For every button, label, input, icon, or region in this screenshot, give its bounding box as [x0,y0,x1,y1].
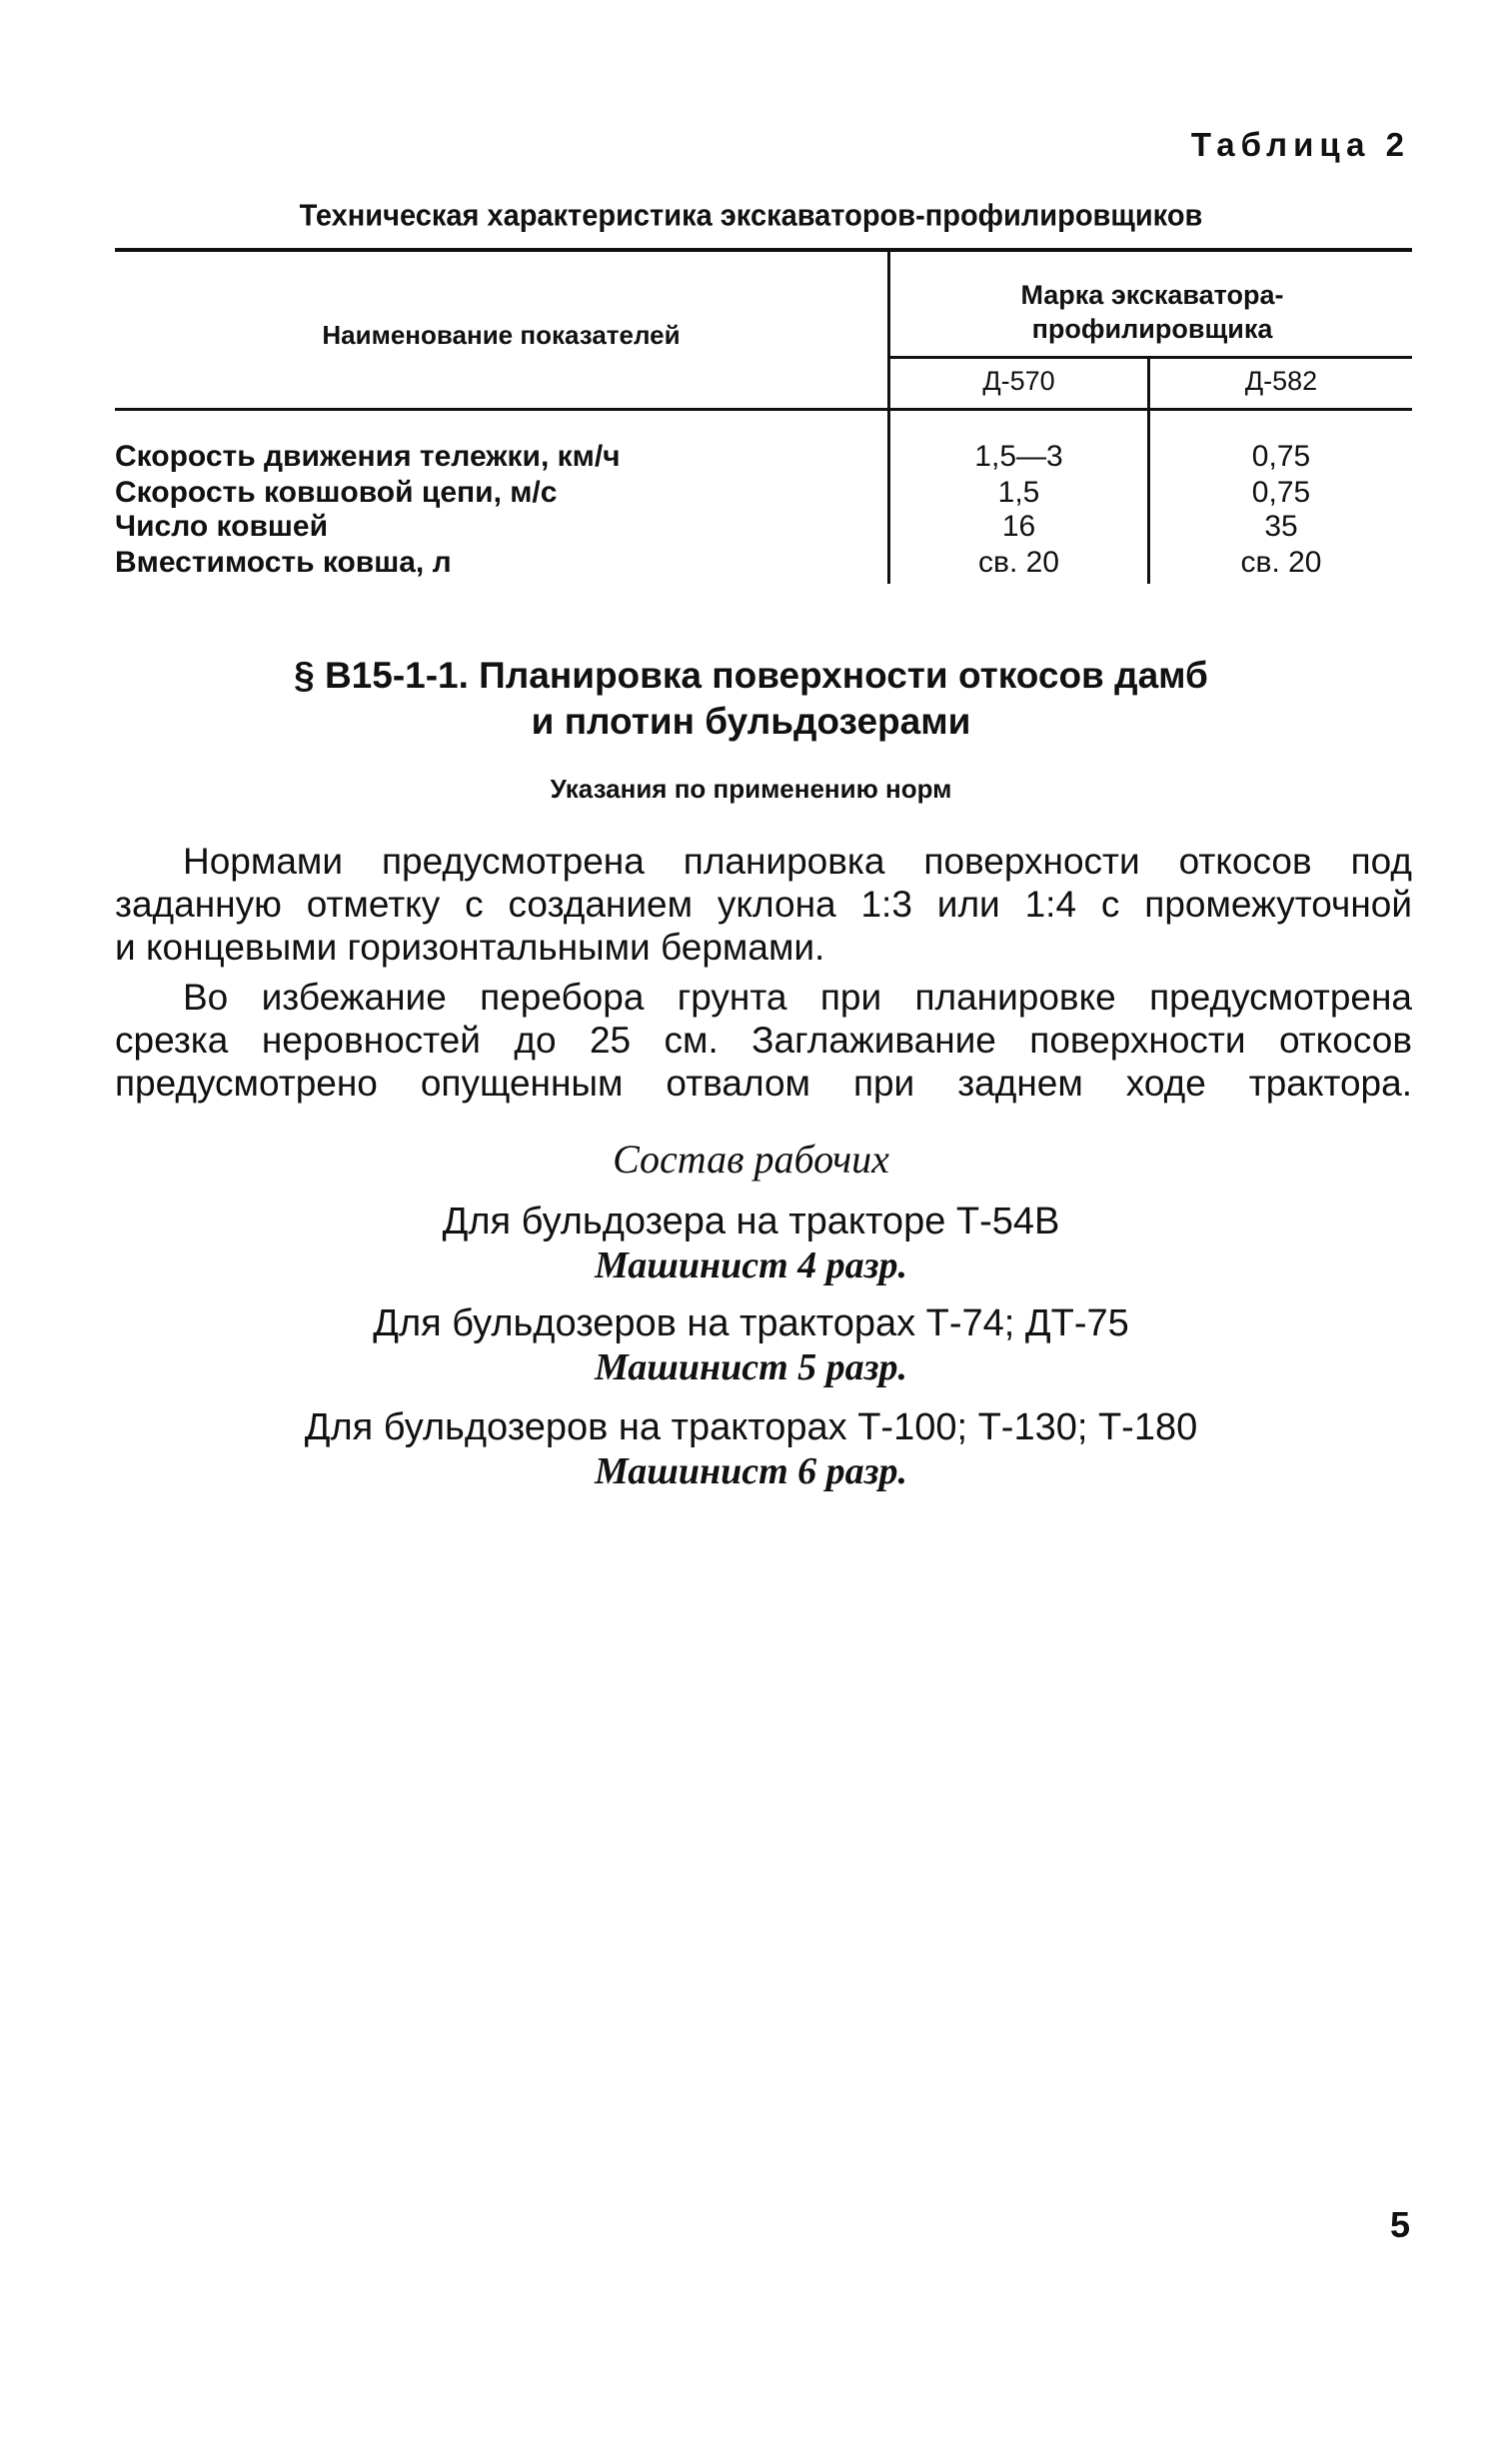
paragraph-line: Нормами предусмотрена планировка поверхности откосов под [183,841,1412,882]
page-number: 5 [1389,2204,1410,2245]
cell-d582: 0,75 [1251,476,1311,509]
row-name: Вместимость ковша, л [115,546,452,579]
row-name: Число ковшей [115,510,329,543]
brand-header-line1: Марка экскаватора- [1020,280,1284,310]
paragraph-line: заданную отметку с созданием уклона 1:3 или 1:4 с промежуточной [115,884,1412,925]
model-header-d582: Д-582 [1244,366,1318,396]
paragraph-line: предусмотрено опущенным отвалом при заднем ходе трактора. [115,1063,1412,1104]
crew-equipment: Для бульдозера на тракторе Т-54В [442,1201,1060,1242]
row-name: Скорость ковшовой цепи, м/с [115,476,558,509]
cell-d582: 35 [1264,510,1298,543]
cell-d570: св. 20 [978,546,1059,579]
model-header-d570: Д-570 [982,366,1055,396]
paragraph-line: срезка неровностей до 25 см. Заглаживание поверхности откосов [115,1020,1412,1061]
cell-d570: 1,5 [997,476,1040,509]
crew-worker: Машинист 5 разр. [594,1346,908,1388]
brand-header [892,278,1412,346]
cell-d582: 0,75 [1251,440,1311,473]
brand-header-line2: профилировщика [1031,314,1273,344]
crew-equipment: Для бульдозеров на тракторах Т-100; Т-130; Т-180 [304,1406,1198,1448]
crew-worker: Машинист 4 разр. [594,1244,908,1286]
cell-d582: св. 20 [1240,546,1322,579]
crew-worker: Машинист 6 разр. [594,1450,908,1492]
paragraph-2 [115,976,1412,1105]
section-title-line1: § В15-1-1. Планировка поверхности откосов дамб [294,655,1208,696]
spec-table [115,248,1412,584]
paragraph-1 [115,840,1412,969]
section-title-line2: и плотин бульдозерами [531,701,971,742]
table-top-rule [115,248,1412,252]
crew-equipment: Для бульдозеров на тракторах Т-74; ДТ-75 [373,1302,1129,1344]
cell-d570: 1,5—3 [974,440,1063,473]
cell-d570: 16 [1001,510,1036,543]
table-title: Техническая характеристика экскаваторов-профилировщиков [299,199,1203,233]
header-bottom-rule [115,408,1412,411]
section-subheading: Указания по применению норм [550,774,952,804]
brand-sub-rule [889,356,1412,359]
table-label: Таблица 2 [1190,126,1410,163]
col-name-header: Наименование показателей [322,320,681,350]
crew-heading: Состав рабочих [613,1137,889,1182]
paragraph-line: Во избежание перебора грунта при планировке предусмотрена [183,977,1412,1018]
row-name: Скорость движения тележки, км/ч [115,440,621,473]
paragraph-line: и концевыми горизонтальными бермами. [115,927,825,968]
